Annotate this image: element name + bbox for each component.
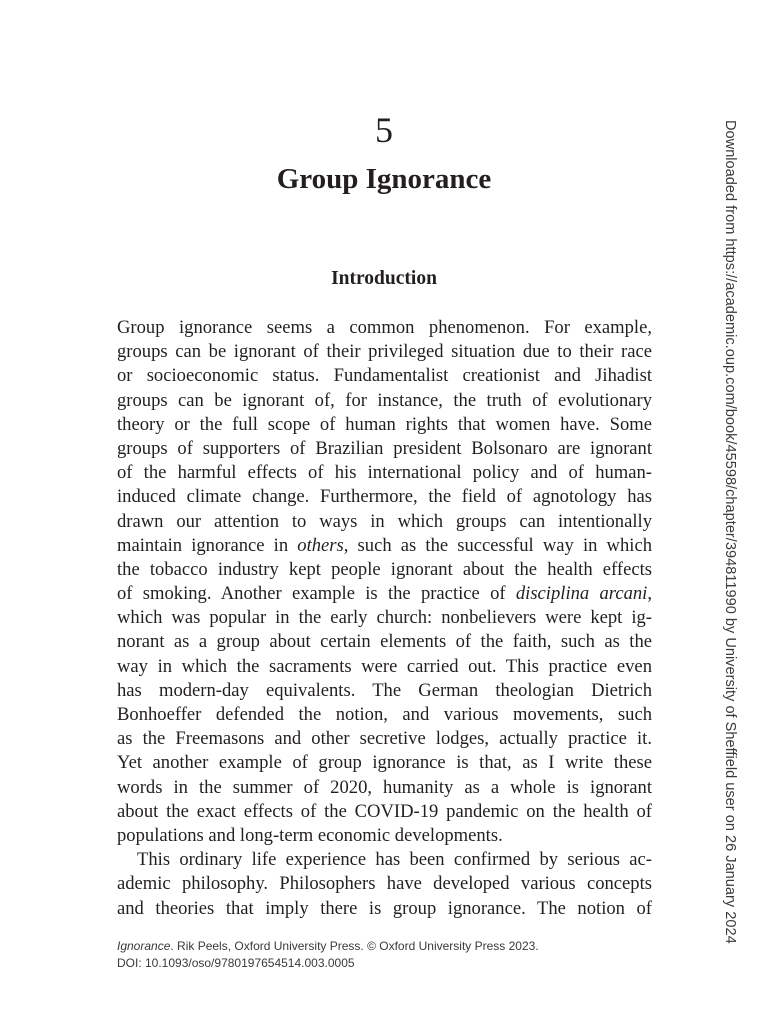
emphasis-text: others xyxy=(297,534,344,556)
text-line: groups can be ignorant of, for instance, the truth of evolutionary xyxy=(117,389,652,411)
text-line: which was popular in the early church: nonbelievers were kept ig- xyxy=(117,607,652,629)
text-segment: maintain ignorance in xyxy=(117,534,298,556)
chapter-number: 5 xyxy=(375,110,393,150)
watermark-text: Downloaded from https://academic.oup.com/book/45598/chapter/394811990 by University of Sheffield user on 26 January 2024 xyxy=(722,120,738,944)
book-title: Ignorance xyxy=(117,939,171,953)
chapter-title: Group Ignorance xyxy=(276,163,492,195)
text-segment: , xyxy=(647,583,653,605)
emphasis-text: disciplina arcani xyxy=(515,583,648,605)
text-line: norant as a group about certain elements of the faith, such as the xyxy=(117,631,652,653)
text-line: or socioeconomic status. Fundamentalist creationist and Jihadist xyxy=(117,365,652,387)
text-line: This ordinary life experience has been confirmed by serious ac- xyxy=(137,849,652,871)
text-line: induced climate change. Furthermore, the field of agnotology has xyxy=(117,486,652,508)
body-text xyxy=(117,316,652,921)
text-line xyxy=(117,582,652,606)
text-line: populations and long-term economic developments. xyxy=(117,824,503,846)
text-line: of the harmful effects of his international policy and of human- xyxy=(117,462,652,484)
text-line: the tobacco industry kept people ignorant about the health effects xyxy=(117,558,652,580)
text-line: Bonhoeffer defended the notion, and various movements, such xyxy=(117,704,652,725)
text-line: Group ignorance seems a common phenomenon. For example, xyxy=(117,317,652,338)
text-line: as the Freemasons and other secretive lodges, actually practice it. xyxy=(117,728,652,750)
text-line: ademic philosophy. Philosophers have developed various concepts xyxy=(117,873,652,895)
citation-rest: . Rik Peels, Oxford University Press. © Oxford University Press 2023. xyxy=(170,939,539,953)
text-segment: , such as the successful way in which xyxy=(343,534,652,556)
citation-line xyxy=(117,938,657,955)
text-line: theory or the full scope of human rights that women have. Some xyxy=(117,413,652,435)
text-line: groups can be ignorant of their privileged situation due to their race xyxy=(117,341,652,363)
text-line: groups of supporters of Brazilian president Bolsonaro are ignorant xyxy=(117,437,652,459)
text-line xyxy=(117,534,652,558)
download-watermark xyxy=(720,120,740,944)
text-line: way in which the sacraments were carried out. This practice even xyxy=(117,655,652,677)
text-line: about the exact effects of the COVID-19 pandemic on the health of xyxy=(117,800,652,822)
text-line: words in the summer of 2020, humanity as a whole is ignorant xyxy=(117,776,652,798)
paragraph-1 xyxy=(117,316,652,848)
section-heading: Introduction xyxy=(331,268,437,289)
text-line: and theories that imply there is group ignorance. The notion of xyxy=(117,897,652,919)
footer-citation xyxy=(117,938,657,972)
text-segment: of smoking. Another example is the practice of xyxy=(117,583,516,605)
text-line: drawn our attention to ways in which groups can intentionally xyxy=(117,510,652,532)
doi-line: DOI: 10.1093/oso/9780197654514.003.0005 xyxy=(117,956,355,970)
paragraph-2 xyxy=(117,848,652,921)
text-line: has modern-day equivalents. The German theologian Dietrich xyxy=(117,679,652,701)
text-line: Yet another example of group ignorance is that, as I write these xyxy=(117,752,652,774)
